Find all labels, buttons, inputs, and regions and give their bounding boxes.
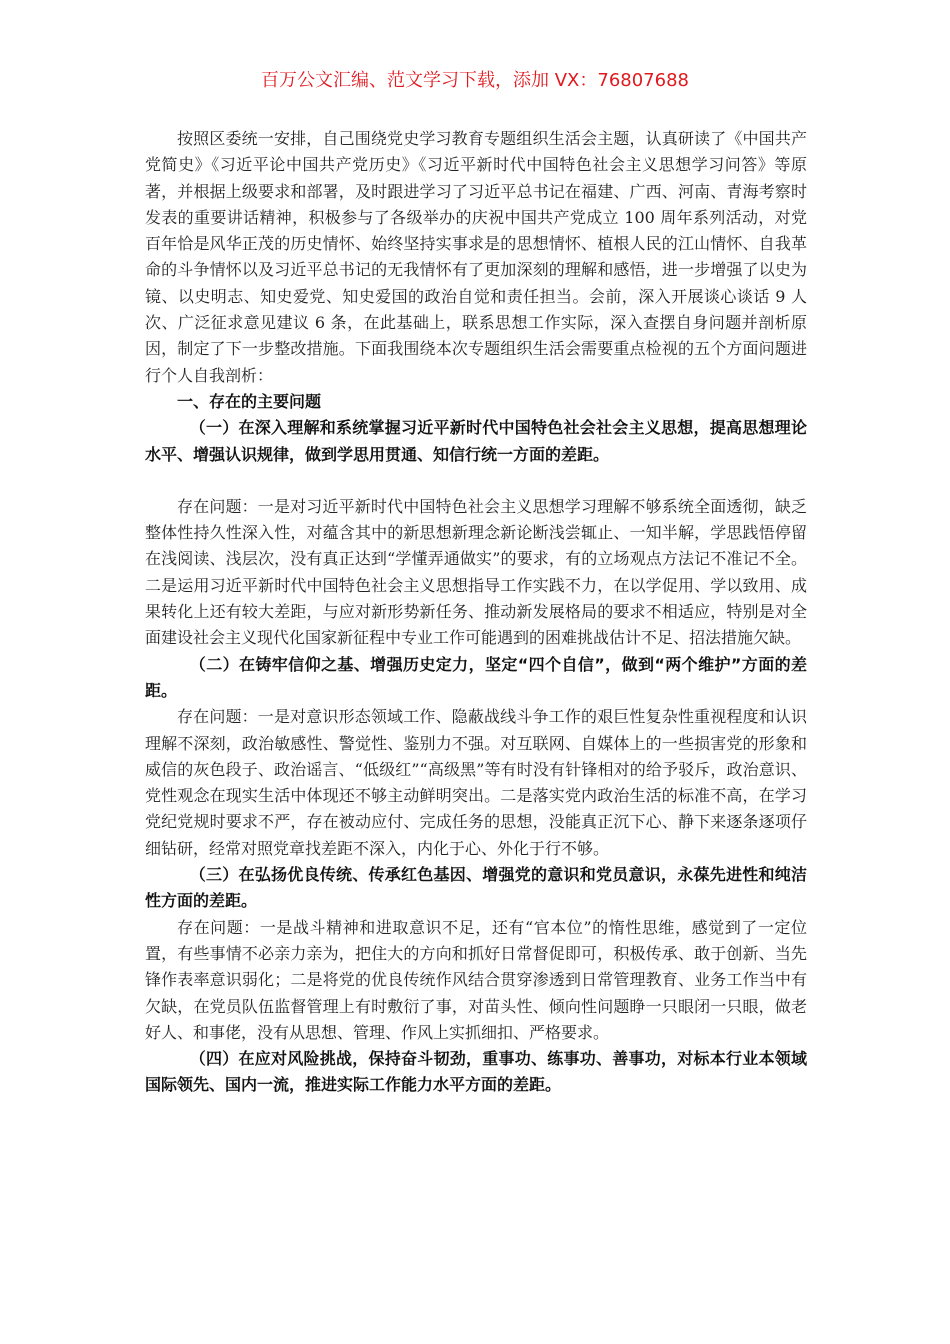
download-notice-header: 百万公文汇编、范文学习下载，添加 VX：76807688: [261, 70, 689, 91]
intro-paragraph: 按照区委统一安排，自己围绕党史学习教育专题组织生活会主题，认真研读了《中国共产党简史》《习近平论中国共产党历史》《习近平新时代中国特色社会主义思想学习问答》等原著，并根据上级要求和部署，及时跟进学习了习近平总书记在福建、广西、河南、青海考察时发表的重要讲话精神，积极参与了各级举办的庆祝中国共产党成立 100 周年系列活动，对党百年恰是风华正茂的历史情怀、始终坚持实事求是的思想情怀、植根人民的江山情怀、自我革命的斗争情怀以及习近平总书记的无我情怀有了更加深刻的理解和感悟，进一步增强了以史为镜、以史明志、知史爱党、知史爱国的政治自觉和责任担当。会前，深入开展谈心谈话 9 人次、广泛征求意见建议 6 条，在此基础上，联系思想工作实际，深入查摆自身问题并剖析原因，制定了下一步整改措施。下面我围绕本次专题组织生活会需要重点检视的五个方面问题进行个人自我剖析：: [145, 129, 807, 385]
subsection-heading-3: （三）在弘扬优良传统、传承红色基因、增强党的意识和党员意识，永葆先进性和纯洁性方面的差距。: [145, 865, 807, 911]
subsection-heading-2: （二）在铸牢信仰之基、增强历史定力，坚定“四个自信”，做到“两个维护”方面的差距。: [145, 654, 807, 700]
subsection-body-3: 存在问题：一是战斗精神和进取意识不足，还有“官本位”的惰性思维，感觉到了一定位置，有些事情不必亲力亲为，把住大的方向和抓好日常督促即可，积极传承、敢于创新、当先锋作表率意识弱化；二是将党的优良传统作风结合贯穿渗透到日常管理教育、业务工作当中有欠缺，在党员队伍监督管理上有时敷衍了事，对苗头性、倾向性问题睁一只眼闭一只眼，做老好人、和事佬，没有从思想、管理、作风上实抓细扣、严格要求。: [145, 917, 807, 1042]
subsection-body-2: 存在问题：一是对意识形态领域工作、隐蔽战线斗争工作的艰巨性复杂性重视程度和认识理解不深刻，政治敏感性、警觉性、鉴别力不强。对互联网、自媒体上的一些损害党的形象和威信的灰色段子、政治谣言、“低级红”“高级黑”等有时没有针锋相对的给予驳斥，政治意识、党性观念在现实生活中体现还不够主动鲜明突出。二是落实党内政治生活的标准不高，在学习党纪党规时要求不严，存在被动应付、完成任务的思想，没能真正沉下心、静下来逐条逐项仔细钻研，经常对照党章找差距不深入，内化于心、外化于行不够。: [145, 707, 807, 858]
section-heading-main-problems: 一、存在的主要问题: [177, 391, 322, 411]
subsection-heading-4: （四）在应对风险挑战，保持奋斗韧劲，重事功、练事功、善事功，对标本行业本领域国际领先、国内一流，推进实际工作能力水平方面的差距。: [145, 1049, 807, 1095]
subsection-heading-1: （一）在深入理解和系统掌握习近平新时代中国特色社会社会主义思想，提高思想理论水平、增强认识规律，做到学思用贯通、知信行统一方面的差距。: [145, 418, 807, 464]
subsection-body-1: 存在问题：一是对习近平新时代中国特色社会主义思想学习理解不够系统全面透彻，缺乏整体性持久性深入性，对蕴含其中的新思想新理念新论断浅尝辄止、一知半解，学思践悟停留在浅阅读、浅层次，没有真正达到“学懂弄通做实”的要求，有的立场观点方法记不准记不全。二是运用习近平新时代中国特色社会主义思想指导工作实践不力，在以学促用、学以致用、成果转化上还有较大差距，与应对新形势新任务、推动新发展格局的要求不相适应，特别是对全面建设社会主义现代化国家新征程中专业工作可能遇到的困难挑战估计不足、招法措施欠缺。: [145, 496, 807, 648]
spacer: [145, 468, 807, 494]
document-body: [145, 126, 807, 1099]
